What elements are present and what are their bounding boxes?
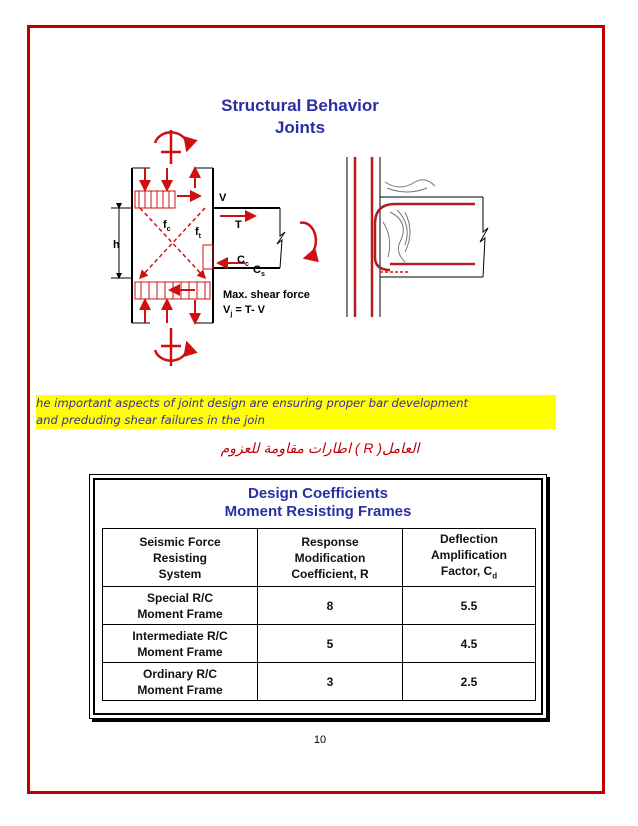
r-value-cell: 3 [258, 663, 403, 701]
r-value-cell: 5 [258, 625, 403, 663]
tension-arrows [355, 172, 410, 282]
label-t: T [235, 219, 242, 231]
cracks [383, 180, 435, 262]
table-title-line2: Moment Resisting Frames [224, 503, 412, 520]
label-fc: $f_c$ [163, 219, 171, 233]
english-caption-line2: and preduding shear failures in the join [36, 413, 265, 427]
figure-title-line2: Joints [274, 118, 326, 137]
cd-value-cell: 4.5 [403, 625, 536, 663]
header-response-modification: Response Modification Coefficient, R [258, 529, 403, 587]
r-value-cell: 8 [258, 587, 403, 625]
design-coefficients-box [89, 474, 547, 719]
moment-arcs [155, 130, 316, 366]
table-header-row [103, 529, 536, 587]
label-cs: $C_s$ [253, 264, 265, 278]
cd-value-cell: 5.5 [403, 587, 536, 625]
table-row [103, 625, 536, 663]
table-row [103, 663, 536, 701]
english-caption [36, 395, 556, 429]
page-number: 10 [313, 734, 327, 746]
system-cell: Intermediate R/C Moment Frame [103, 625, 258, 663]
label-vj: $V_j = T-$ V [223, 304, 266, 318]
design-coefficients-table [102, 528, 536, 701]
system-cell: Special R/C Moment Frame [103, 587, 258, 625]
label-max-shear: Max. shear force [223, 289, 310, 301]
cd-value-cell: 2.5 [403, 663, 536, 701]
header-deflection-amplification: Deflection Amplification Factor, $C_d$ [403, 529, 536, 587]
table-title-line1: Design Coefficients [247, 485, 389, 502]
label-h: h [113, 239, 120, 251]
diagonal-struts [140, 208, 205, 278]
label-v: V [219, 192, 227, 204]
label-ft: $f_t$ [195, 226, 202, 240]
joint-reinforcement-diagram [335, 152, 495, 322]
rebar [355, 157, 475, 317]
english-caption-line1: he important aspects of joint design are ensuring proper bar development [36, 396, 469, 410]
system-cell: Ordinary R/C Moment Frame [103, 663, 258, 701]
arabic-caption: العامل( R ) اطارات مقاومة للعزوم [220, 440, 420, 456]
joint-force-diagram [95, 128, 335, 378]
table-row [103, 587, 536, 625]
label-cc: $C_c$ [237, 254, 249, 268]
header-seismic-system: Seismic Force Resisting System [103, 529, 258, 587]
figure-title-line1: Structural Behavior [221, 96, 379, 115]
